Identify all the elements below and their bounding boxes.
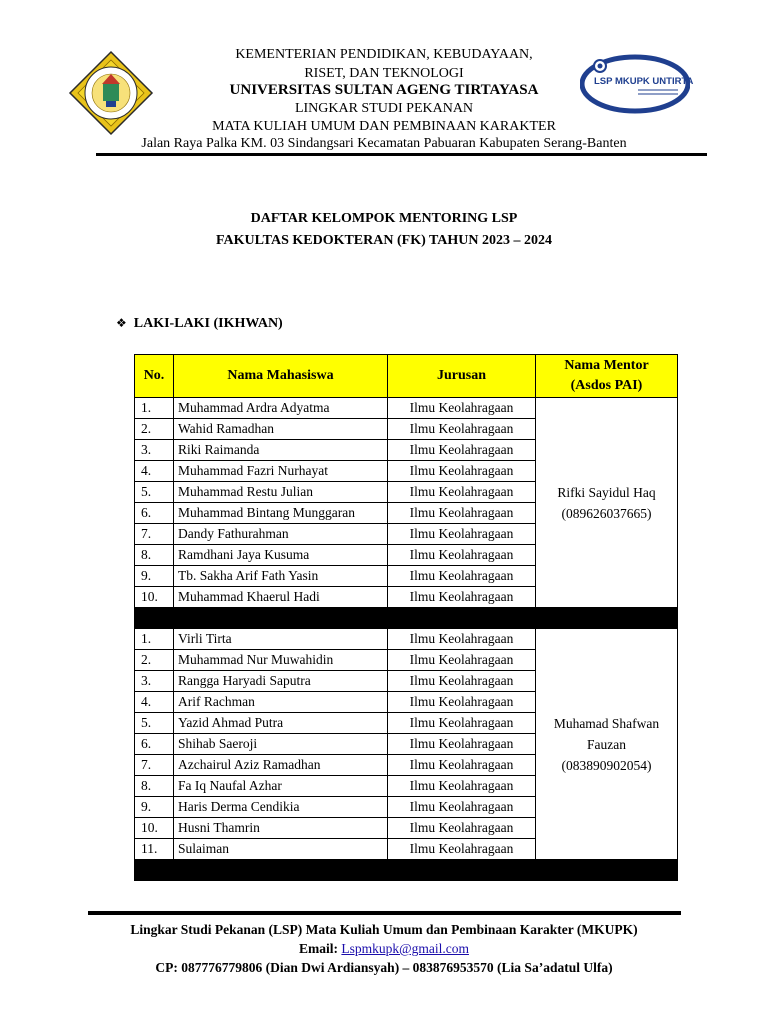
row-no: 1.	[135, 629, 174, 650]
mentor-cell	[536, 398, 678, 608]
diamond-bullet-icon: ❖	[116, 316, 127, 330]
section-heading	[116, 316, 283, 332]
row-jurusan: Ilmu Keolahragaan	[388, 482, 536, 503]
row-no: 9.	[135, 797, 174, 818]
row-jurusan: Ilmu Keolahragaan	[388, 713, 536, 734]
row-nama: Wahid Ramadhan	[174, 419, 388, 440]
row-nama: Azchairul Aziz Ramadhan	[174, 755, 388, 776]
row-no: 2.	[135, 419, 174, 440]
row-jurusan: Ilmu Keolahragaan	[388, 461, 536, 482]
row-no: 4.	[135, 692, 174, 713]
separator-cell	[536, 608, 678, 629]
mentor-phone: (089626037665)	[561, 505, 652, 521]
row-nama: Shihab Saeroji	[174, 734, 388, 755]
header-university: UNIVERSITAS SULTAN AGENG TIRTAYASA	[229, 82, 539, 98]
row-nama: Dandy Fathurahman	[174, 524, 388, 545]
separator-cell	[174, 608, 388, 629]
separator-cell	[135, 608, 174, 629]
separator-cell	[536, 860, 678, 881]
document-title-line1: DAFTAR KELOMPOK MENTORING LSP	[250, 211, 518, 226]
row-no: 1.	[135, 398, 174, 419]
row-nama: Riki Raimanda	[174, 440, 388, 461]
row-nama: Fa Iq Naufal Azhar	[174, 776, 388, 797]
row-jurusan: Ilmu Keolahragaan	[388, 818, 536, 839]
row-no: 7.	[135, 524, 174, 545]
group-separator	[135, 608, 678, 629]
row-jurusan: Ilmu Keolahragaan	[388, 629, 536, 650]
row-nama: Muhammad Restu Julian	[174, 482, 388, 503]
row-no: 8.	[135, 545, 174, 566]
row-nama: Sulaiman	[174, 839, 388, 860]
mentor-name: Rifki Sayidul Haq	[557, 484, 656, 500]
row-no: 2.	[135, 650, 174, 671]
table-row	[135, 398, 678, 419]
row-jurusan: Ilmu Keolahragaan	[388, 671, 536, 692]
table-header-row	[135, 355, 678, 398]
footer-divider	[88, 911, 681, 915]
header-mentor	[536, 355, 678, 398]
row-no: 6.	[135, 734, 174, 755]
header-mkupk: MATA KULIAH UMUM DAN PEMBINAAN KARAKTER	[212, 119, 556, 134]
group-separator	[135, 860, 678, 881]
row-nama: Muhammad Ardra Adyatma	[174, 398, 388, 419]
row-nama: Rangga Haryadi Saputra	[174, 671, 388, 692]
row-jurusan: Ilmu Keolahragaan	[388, 776, 536, 797]
mentor-phone: (083890902054)	[561, 757, 652, 773]
row-nama: Yazid Ahmad Putra	[174, 713, 388, 734]
header-divider	[96, 153, 707, 156]
header-lsp: LINGKAR STUDI PEKANAN	[294, 101, 474, 116]
row-nama: Muhammad Bintang Munggaran	[174, 503, 388, 524]
header-no: No.	[135, 355, 174, 398]
row-jurusan: Ilmu Keolahragaan	[388, 440, 536, 461]
mentoring-table	[134, 354, 678, 881]
header-ministry-line2: RISET, DAN TEKNOLOGI	[304, 66, 464, 81]
footer-contact: CP: 087776779806 (Dian Dwi Ardiansyah) – 083876953570 (Lia Sa’adatul Ulfa)	[155, 960, 613, 975]
row-no: 3.	[135, 440, 174, 461]
row-nama: Virli Tirta	[174, 629, 388, 650]
row-jurusan: Ilmu Keolahragaan	[388, 650, 536, 671]
separator-cell	[388, 608, 536, 629]
row-no: 10.	[135, 818, 174, 839]
mentor-name: Muhamad Shafwan Fauzan	[553, 715, 660, 752]
row-no: 4.	[135, 461, 174, 482]
row-nama: Muhammad Khaerul Hadi	[174, 587, 388, 608]
row-nama: Muhammad Fazri Nurhayat	[174, 461, 388, 482]
row-jurusan: Ilmu Keolahragaan	[388, 839, 536, 860]
header-jurusan: Jurusan	[388, 355, 536, 398]
header-mentor-text: Nama Mentor (Asdos PAI)	[564, 358, 649, 393]
row-nama: Muhammad Nur Muwahidin	[174, 650, 388, 671]
row-jurusan: Ilmu Keolahragaan	[388, 524, 536, 545]
separator-cell	[174, 860, 388, 881]
row-no: 7.	[135, 755, 174, 776]
row-jurusan: Ilmu Keolahragaan	[388, 797, 536, 818]
row-no: 3.	[135, 671, 174, 692]
row-no: 10.	[135, 587, 174, 608]
footer-email-label: Email:	[299, 941, 342, 956]
row-jurusan: Ilmu Keolahragaan	[388, 545, 536, 566]
row-jurusan: Ilmu Keolahragaan	[388, 398, 536, 419]
row-nama: Ramdhani Jaya Kusuma	[174, 545, 388, 566]
row-nama: Arif Rachman	[174, 692, 388, 713]
mentor-cell	[536, 629, 678, 860]
footer-email-link[interactable]: Lspmkupk@gmail.com	[341, 941, 469, 956]
header-ministry-line1: KEMENTERIAN PENDIDIKAN, KEBUDAYAAN,	[235, 47, 533, 62]
table-row	[135, 629, 678, 650]
separator-cell	[388, 860, 536, 881]
row-jurusan: Ilmu Keolahragaan	[388, 587, 536, 608]
row-nama: Tb. Sakha Arif Fath Yasin	[174, 566, 388, 587]
row-nama: Haris Derma Cendikia	[174, 797, 388, 818]
row-no: 5.	[135, 482, 174, 503]
row-no: 8.	[135, 776, 174, 797]
footer-email-line	[0, 941, 768, 957]
row-no: 5.	[135, 713, 174, 734]
row-jurusan: Ilmu Keolahragaan	[388, 566, 536, 587]
row-nama: Husni Thamrin	[174, 818, 388, 839]
row-jurusan: Ilmu Keolahragaan	[388, 755, 536, 776]
lsp-logo-text: LSP MKUPK UNTIRTA	[594, 76, 694, 87]
separator-cell	[135, 860, 174, 881]
row-jurusan: Ilmu Keolahragaan	[388, 419, 536, 440]
row-jurusan: Ilmu Keolahragaan	[388, 503, 536, 524]
row-no: 6.	[135, 503, 174, 524]
section-label: LAKI-LAKI (IKHWAN)	[133, 316, 283, 331]
header-nama: Nama Mahasiswa	[174, 355, 388, 398]
footer-line1: Lingkar Studi Pekanan (LSP) Mata Kuliah Umum dan Pembinaan Karakter (MKUPK)	[130, 922, 638, 937]
document-title-line2: FAKULTAS KEDOKTERAN (FK) TAHUN 2023 – 2024	[215, 233, 553, 248]
row-jurusan: Ilmu Keolahragaan	[388, 734, 536, 755]
row-jurusan: Ilmu Keolahragaan	[388, 692, 536, 713]
row-no: 9.	[135, 566, 174, 587]
header-address: Jalan Raya Palka KM. 03 Sindangsari Kecamatan Pabuaran Kabupaten Serang-Banten	[141, 136, 627, 151]
row-no: 11.	[135, 839, 174, 860]
